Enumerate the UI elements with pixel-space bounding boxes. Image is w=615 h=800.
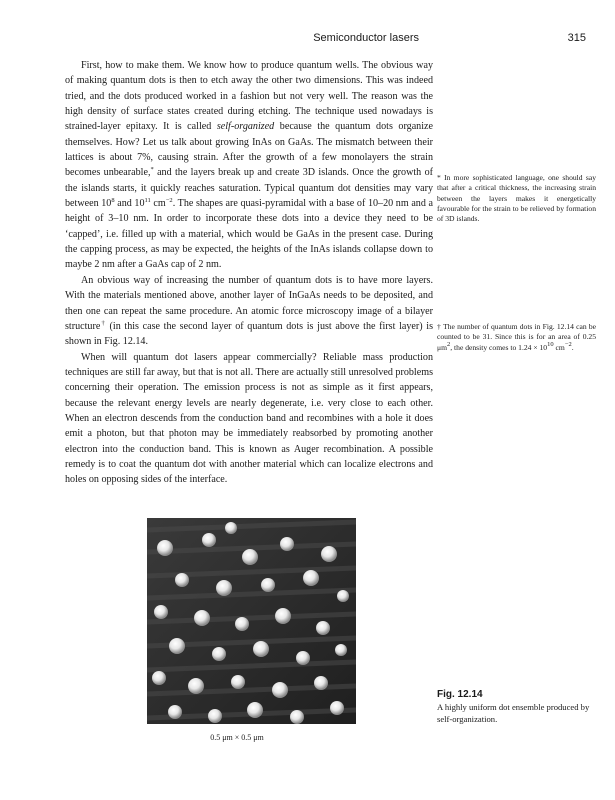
n2-text-b: , the density comes to 1.24 × 10 [450, 342, 548, 352]
n2-text-d: . [571, 342, 574, 352]
p1-text-a: First, how to make them. We know how to produce quantum wells. The obvious way of making quantum dots is then to etch away the other two dimensions. This was indeed tried, and the dots produced worked in a fashion but not very well. The reason was the high density of surface states created during etching. The technique used nowadays is strained-layer epitaxy. It is called [65, 60, 433, 133]
page-number: 315 [567, 32, 586, 44]
paragraph-3: When will quantum dot lasers appear commercially? Reliable mass production techniques are still far away, but that is not all. There are actually still unresolved problems concerning their operation. The emission process is not as simple as it first appears, because the relevant energy levels are nearly degenerate, i.e. very close to each other. When an electron descends from the conduction band and recombines with a hole it does emit a photon, but that photon may be immediately reabsorbed by promoting another electron into the conduction band. This is known as Auger recombination. A possible remedy is to coat the quantum dot with another material which can localize electrons and holes on opposing sides of the interface. [65, 351, 433, 486]
p1-text-d: and 10 [114, 198, 145, 210]
caption-number: Fig. 12.14 [437, 689, 483, 700]
figure-scale-label: 0.5 μm × 0.5 μm [210, 733, 264, 742]
p1-exp-1: 8 [111, 197, 115, 205]
p1-exp-2: 11 [144, 197, 151, 205]
p1-emphasis: self-organized [216, 121, 275, 133]
margin-note-1: * In more sophisticated language, one should say that after a critical thickness, the increasing strain between the layers makes it energetically favourable for the strain to be relieved by formation of 3D islands. [437, 173, 596, 224]
n2-exp-3: −2 [564, 340, 572, 348]
footnote-mark-2: † [100, 319, 106, 327]
n2-exp-1: 2 [446, 340, 451, 348]
p1-text-c: and the layers break up and create 3D islands. Once the growth of the islands starts, it quickly reaches saturation. Typical quantum dot densities may vary between 10 [65, 167, 433, 210]
n2-exp-2: 10 [547, 340, 554, 348]
p1-exp-3: −2 [165, 197, 173, 205]
figure-caption [437, 689, 597, 725]
p2-text-a: An obvious way of increasing the number of quantum dots is to have more layers. With the materials mentioned above, another layer of InGaAs needs to be deposited, and then one can repeat the same procedure. An atomic force microscopy image of a bilayer structure [65, 274, 433, 332]
n2-text-a: † The number of quantum dots in Fig. 12.14 can be counted to be 31. Since this is for an area of 0.25 μm [437, 322, 596, 352]
n2-text-c: cm [553, 342, 565, 352]
p2-text-b: (in this case the second layer of quantum dots is just above the first layer) is shown in Fig. 12.14. [65, 320, 433, 348]
running-title: Semiconductor lasers [313, 32, 419, 44]
p1-text-f: . The shapes are quasi-pyramidal with a base of 10–20 nm and a height of 3–10 nm. In order to incorporate these dots into a device they need to be ‘capped’, i.e. filled up with a material, which would be GaAs in the present case. During the capping process, as may be expected, the heights of the InAs islands collapse down to maybe 2 nm after a GaAs cap of 2 nm. [65, 198, 434, 271]
main-text [65, 58, 433, 488]
caption-text: A highly uniform dot ensemble produced by self-organization. [437, 702, 590, 724]
paragraph-1 [65, 58, 433, 273]
p1-text-e: cm [150, 198, 166, 210]
footnote-mark-1: * [150, 166, 154, 174]
running-head [0, 28, 615, 48]
paragraph-2 [65, 273, 433, 350]
afm-image [147, 518, 356, 724]
afm-micrograph [147, 518, 356, 724]
p1-text-b: because the quantum dots organize themselves. How? Let us talk about growing InAs on GaAs. The mismatch between their lattices is about 7%, causing strain. After the growth of a few monolayers the strain becomes unbearable, [65, 121, 433, 179]
margin-note-2 [437, 322, 596, 353]
